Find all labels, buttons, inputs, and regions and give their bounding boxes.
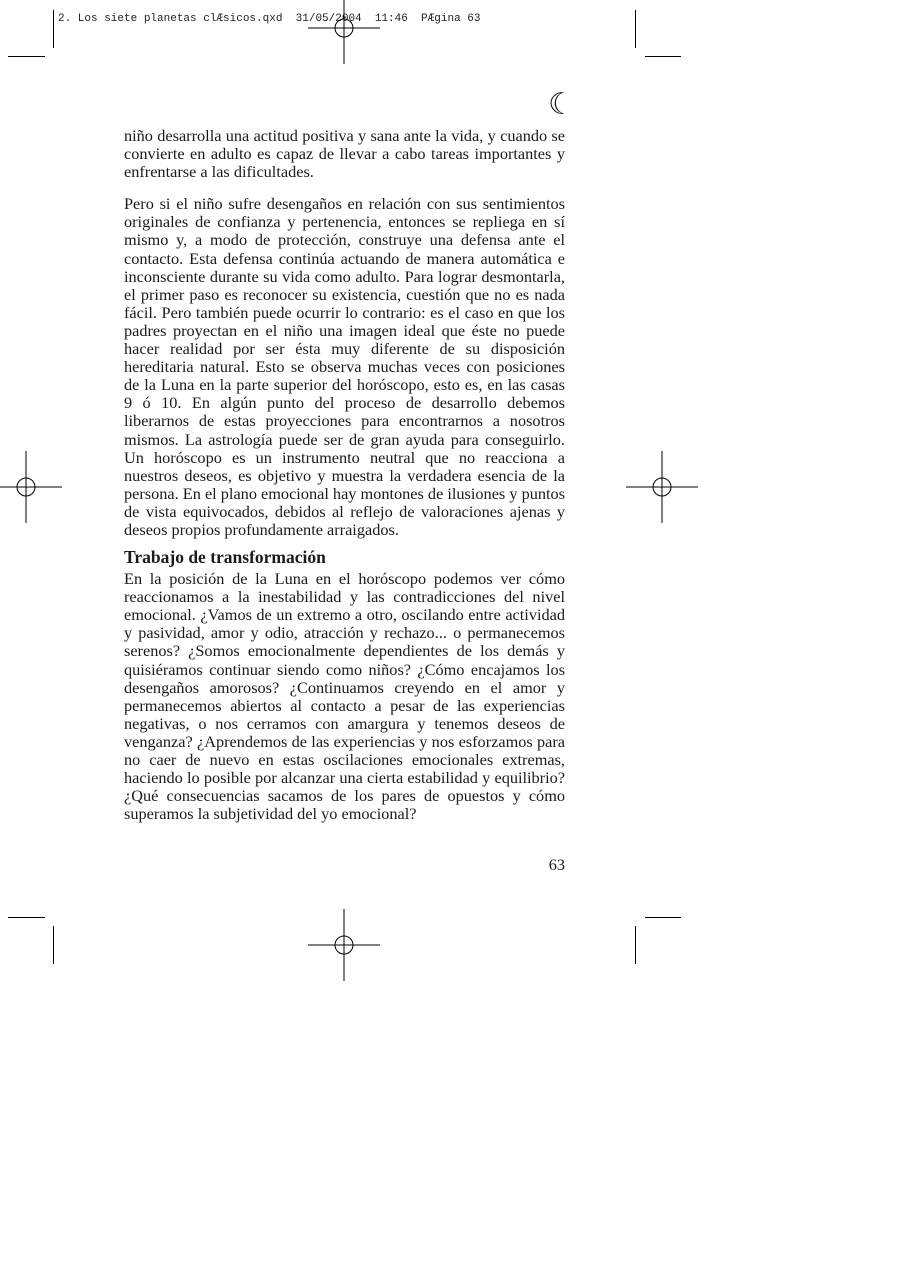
- file-slug-line: 2. Los siete planetas clÆsicos.qxd 31/05/2004 11:46 PÆgina 63: [58, 13, 481, 25]
- page-body: [124, 127, 565, 823]
- paragraph-1: niño desarrolla una actitud positiva y sana ante la vida, y cuando se convierte en adulto es capaz de llevar a cabo tareas importantes y enfrentarse a las dificultades.: [124, 126, 565, 182]
- registration-mark-right-icon: [626, 451, 698, 523]
- moon-symbol-icon: ☾: [548, 88, 575, 121]
- crop-mark-bottom-left-vertical: [53, 926, 54, 964]
- registration-mark-top-icon: [308, 0, 380, 64]
- paragraph-3: En la posición de la Luna en el horóscopo podemos ver cómo reaccionamos a la inestabilidad y las contradicciones del nivel emocional. ¿Vamos de un extremo a otro, oscilando entre actividad y pasividad, amor y odio, atracción y rechazo... o permanecemos serenos? ¿Somos emocionalmente dependientes de los demás y quisiéramos continuar siendo como niños? ¿Cómo encajamos los desengaños amorosos? ¿Continuamos creyendo en el amor y permanecemos abiertos al contacto a pesar de las experiencias negativas, o nos cerramos con amargura y tenemos deseos de venganza? ¿Aprendemos de las experiencias y nos esforzamos para no caer de nuevo en estas oscilaciones emocionales extremas, haciendo lo posible por alcanzar una cierta estabilidad y equilibrio? ¿Qué consecuencias sacamos de los pares de opuestos y cómo superamos la subjetividad del yo emocional?: [124, 569, 565, 824]
- crop-mark-top-right-vertical: [635, 10, 636, 48]
- crop-mark-bottom-right-horizontal: [645, 917, 681, 918]
- section-heading: Trabajo de transformación: [124, 547, 326, 568]
- crop-mark-top-left-vertical: [53, 10, 54, 48]
- crop-mark-bottom-left-horizontal: [8, 917, 45, 918]
- crop-mark-top-right-horizontal: [645, 56, 681, 57]
- crop-mark-bottom-right-vertical: [635, 926, 636, 964]
- registration-mark-bottom-icon: [308, 909, 380, 981]
- registration-mark-left-icon: [0, 451, 62, 523]
- paragraph-2: Pero si el niño sufre desengaños en relación con sus sentimientos originales de confianza y pertenencia, entonces se repliega en sí mismo y, a modo de protección, construye una defensa ante el contacto. Esta defensa continúa actuando de manera automática e inconsciente durante su vida como adulto. Para lograr desmontarla, el primer paso es reconocer su existencia, cuestión que no es nada fácil. Pero también puede ocurrir lo contrario: es el caso en que los padres proyectan en el niño una imagen ideal que éste no puede hacer realidad por ser ésta muy diferente de su disposición hereditaria natural. Esto se observa muchas veces con posiciones de la Luna en la parte superior del horóscopo, esto es, en las casas 9 ó 10. En algún punto del proceso de desarrollo debemos liberarnos de estas proyecciones para encontrarnos a nosotros mismos. La astrología puede ser de gran ayuda para conseguirlo. Un horóscopo es un instrumento neutral que no reacciona a nuestros deseos, es objetivo y muestra la verdadera esencia de la persona. En el plano emocional hay montones de ilusiones y puntos de vista equivocados, debidos al reflejo de valoraciones ajenas y deseos propios profundamente arraigados.: [124, 194, 565, 539]
- paragraph-gap: [124, 181, 565, 195]
- page-number: 63: [548, 855, 565, 874]
- crop-mark-top-left-horizontal: [8, 56, 45, 57]
